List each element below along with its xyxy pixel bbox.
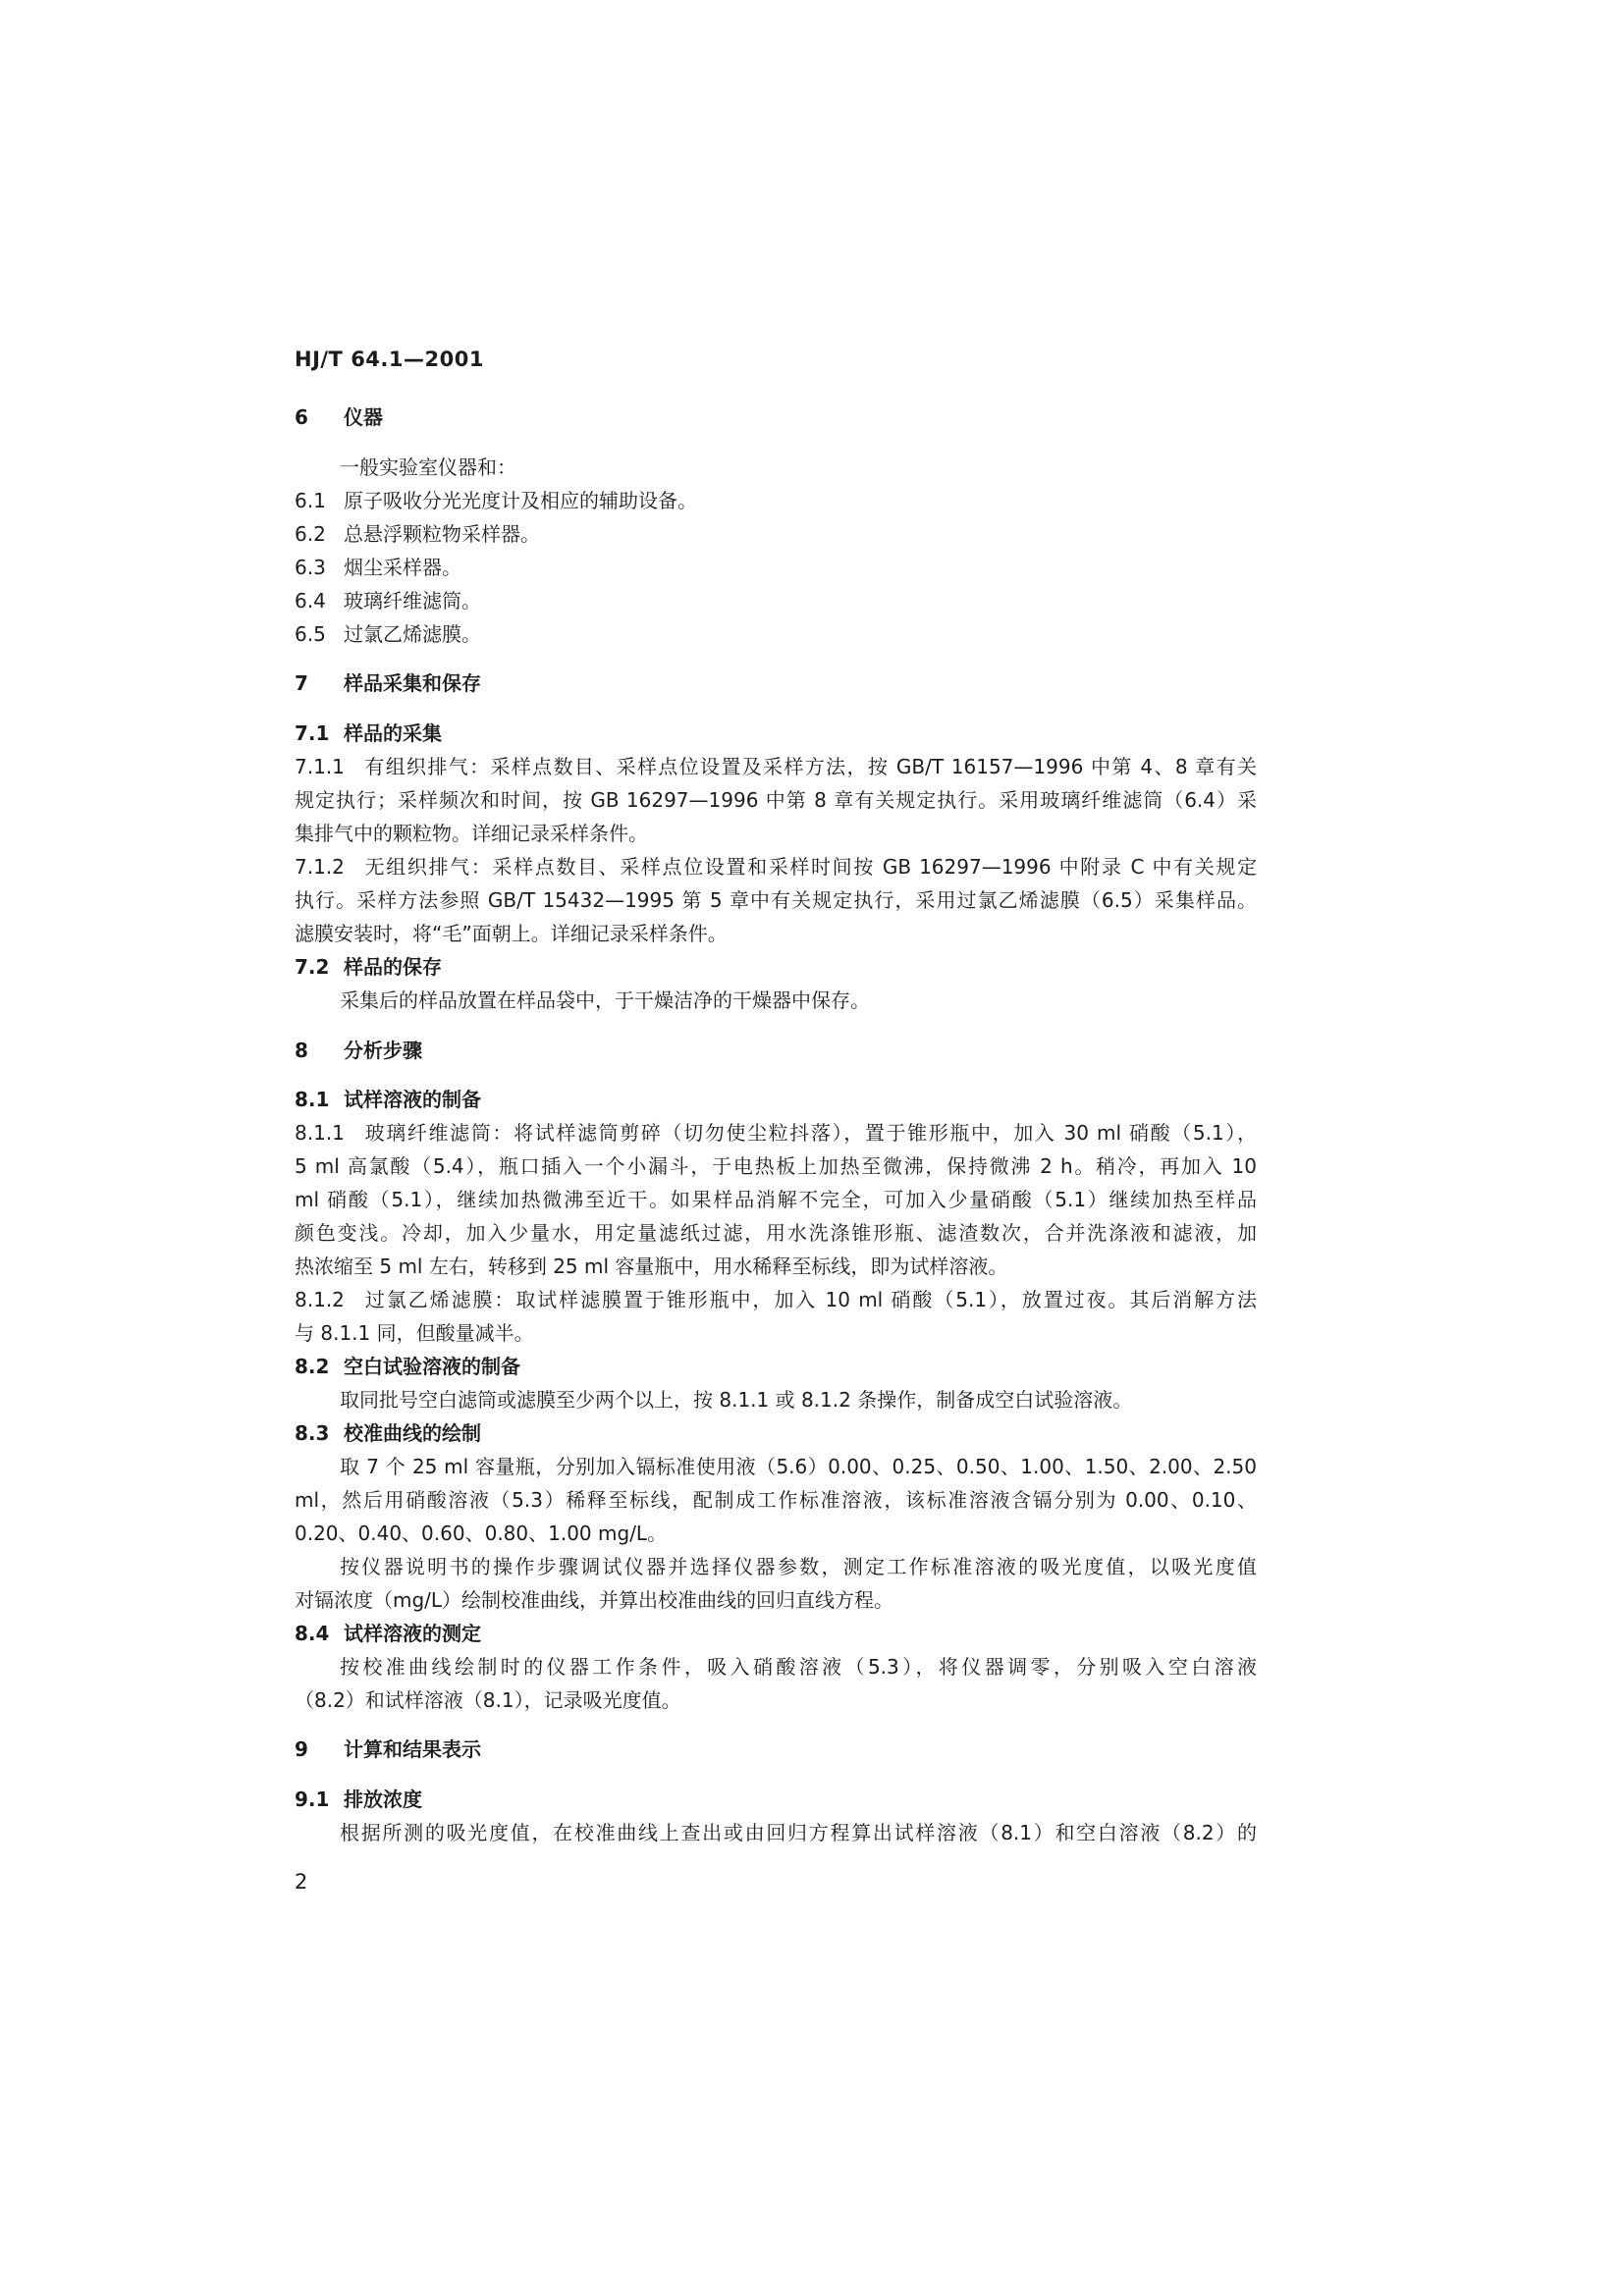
section-number: 8.4 [295, 1622, 330, 1645]
section-number: 7.1 [295, 721, 330, 745]
section-8-3-p1-line-2: ml，然后用硝酸溶液（5.3）稀释至标线，配制成工作标准溶液，该标准溶液含镉分别为 0.00、0.10、 [295, 1488, 1257, 1512]
document-code-header: HJ/T 64.1—2001 [295, 347, 484, 371]
item-6-2 [295, 520, 1257, 548]
section-title: 样品的保存 [344, 955, 442, 979]
section-8-1-heading [295, 1086, 1257, 1113]
clause-number: 8.1.2 [295, 1288, 345, 1311]
item-text: 总悬浮颗粒物采样器。 [344, 522, 540, 546]
item-number: 6.2 [295, 522, 326, 546]
section-number: 6 [295, 405, 308, 429]
clause-8-1-1-line-3: ml 硝酸（5.1），继续加热微沸至近干。如果样品消解不完全，可加入少量硝酸（5.1）继续加热至样品 [295, 1188, 1257, 1211]
item-number: 6.5 [295, 622, 326, 646]
section-7-2-heading [295, 953, 1257, 981]
clause-8-1-1-line-2: 5 ml 高氯酸（5.4），瓶口插入一个小漏斗，于电热板上加热至微沸，保持微沸 2 h。稍冷，再加入 10 [295, 1154, 1257, 1178]
clause-8-1-1-line-1 [295, 1119, 1257, 1147]
clause-text: 过氯乙烯滤膜：取试样滤膜置于锥形瓶中，加入 10 ml 硝酸（5.1），放置过夜。其后消解方法 [363, 1288, 1257, 1311]
page-number: 2 [295, 1870, 308, 1894]
section-8-2-text: 取同批号空白滤筒或滤膜至少两个以上，按 8.1.1 或 8.1.2 条操作，制备成空白试验溶液。 [340, 1388, 1133, 1412]
section-number: 9 [295, 1737, 308, 1761]
section-8-3-p2-line-1: 按仪器说明书的操作步骤调试仪器并选择仪器参数，测定工作标准溶液的吸光度值，以吸光度值 [340, 1555, 1257, 1578]
clause-text: 有组织排气：采样点数目、采样点位设置及采样方法，按 GB/T 16157—1996 中第 4、8 章有关 [363, 755, 1257, 778]
section-title: 分析步骤 [344, 1039, 422, 1062]
section-number: 7.2 [295, 955, 330, 979]
section-7-heading [295, 669, 1257, 697]
section-title: 样品的采集 [344, 721, 442, 745]
clause-7-1-2-line-1 [295, 853, 1257, 881]
clause-number: 7.1.1 [295, 755, 345, 778]
section-8-3-p1-line-3: 0.20、0.40、0.60、0.80、1.00 mg/L。 [295, 1522, 668, 1545]
section-8-3-heading [295, 1419, 1257, 1447]
section-8-heading [295, 1037, 1257, 1064]
clause-text: 玻璃纤维滤筒：将试样滤筒剪碎（切勿使尘粒抖落），置于锥形瓶中，加入 30 ml 硝酸（5.1）， [363, 1121, 1257, 1145]
item-6-4 [295, 587, 1257, 614]
section-title: 试样溶液的测定 [344, 1622, 481, 1645]
item-text: 烟尘采样器。 [344, 556, 461, 579]
section-number: 7 [295, 671, 308, 695]
item-number: 6.1 [295, 489, 326, 512]
section-title: 试样溶液的制备 [344, 1088, 481, 1111]
section-8-4-line-1: 按校准曲线绘制时的仪器工作条件，吸入硝酸溶液（5.3），将仪器调零，分别吸入空白溶液 [340, 1655, 1257, 1679]
section-8-3-p2-line-2: 对镉浓度（mg/L）绘制校准曲线，并算出校准曲线的回归直线方程。 [295, 1588, 894, 1612]
clause-7-1-2-line-3: 滤膜安装时，将“毛”面朝上。详细记录采样条件。 [295, 922, 728, 945]
section-number: 9.1 [295, 1788, 330, 1811]
item-text: 玻璃纤维滤筒。 [344, 589, 481, 613]
section-title: 排放浓度 [344, 1788, 422, 1811]
clause-text: 无组织排气：采样点数目、采样点位设置和采样时间按 GB 16297—1996 中附录 C 中有关规定 [363, 855, 1257, 879]
section-6-heading [295, 403, 1257, 431]
item-text: 原子吸收分光光度计及相应的辅助设备。 [344, 489, 697, 512]
section-title: 校准曲线的绘制 [344, 1421, 481, 1445]
clause-number: 7.1.2 [295, 855, 345, 879]
item-6-5 [295, 620, 1257, 648]
clause-8-1-2-line-2: 与 8.1.1 同，但酸量减半。 [295, 1321, 534, 1345]
clause-7-1-1-line-3: 集排气中的颗粒物。详细记录采样条件。 [295, 822, 648, 845]
item-6-3 [295, 554, 1257, 581]
section-9-heading [295, 1735, 1257, 1763]
section-number: 8.2 [295, 1355, 330, 1378]
section-8-4-heading [295, 1620, 1257, 1647]
section-title: 仪器 [344, 405, 383, 429]
section-8-2-heading [295, 1353, 1257, 1380]
section-8-3-p1-line-1: 取 7 个 25 ml 容量瓶，分别加入镉标准使用液（5.6）0.00、0.25、0.50、1.00、1.50、2.00、2.50 [340, 1455, 1257, 1478]
section-7-1-heading [295, 720, 1257, 747]
item-number: 6.3 [295, 556, 326, 579]
clause-8-1-1-line-5: 热浓缩至 5 ml 左右，转移到 25 ml 容量瓶中，用水稀释至标线，即为试样溶液。 [295, 1255, 1008, 1278]
clause-number: 8.1.1 [295, 1121, 345, 1145]
item-number: 6.4 [295, 589, 326, 613]
item-6-1 [295, 487, 1257, 514]
clause-7-1-1-line-1 [295, 753, 1257, 780]
clause-8-1-2-line-1 [295, 1286, 1257, 1313]
section-9-1-heading [295, 1786, 1257, 1813]
section-number: 8.1 [295, 1088, 330, 1111]
section-6-intro: 一般实验室仪器和： [340, 455, 516, 479]
section-number: 8.3 [295, 1421, 330, 1445]
item-text: 过氯乙烯滤膜。 [344, 622, 481, 646]
clause-7-1-2-line-2: 执行。采样方法参照 GB/T 15432—1995 第 5 章中有关规定执行，采用过氯乙烯滤膜（6.5）采集样品。 [295, 888, 1257, 912]
section-8-4-line-2: （8.2）和试样溶液（8.1），记录吸光度值。 [295, 1688, 681, 1712]
section-9-1-line-1: 根据所测的吸光度值，在校准曲线上查出或由回归方程算出试样溶液（8.1）和空白溶液（8.2）的 [340, 1821, 1257, 1844]
clause-7-1-1-line-2: 规定执行；采样频次和时间，按 GB 16297—1996 中第 8 章有关规定执行。采用玻璃纤维滤筒（6.4）采 [295, 788, 1257, 812]
section-title: 计算和结果表示 [344, 1737, 481, 1761]
section-7-2-text: 采集后的样品放置在样品袋中，于干燥洁净的干燥器中保存。 [340, 988, 870, 1012]
section-title: 空白试验溶液的制备 [344, 1355, 520, 1378]
section-title: 样品采集和保存 [344, 671, 481, 695]
section-number: 8 [295, 1039, 308, 1062]
clause-8-1-1-line-4: 颜色变浅。冷却，加入少量水，用定量滤纸过滤，用水洗涤锥形瓶、滤渣数次，合并洗涤液和滤液，加 [295, 1221, 1257, 1245]
